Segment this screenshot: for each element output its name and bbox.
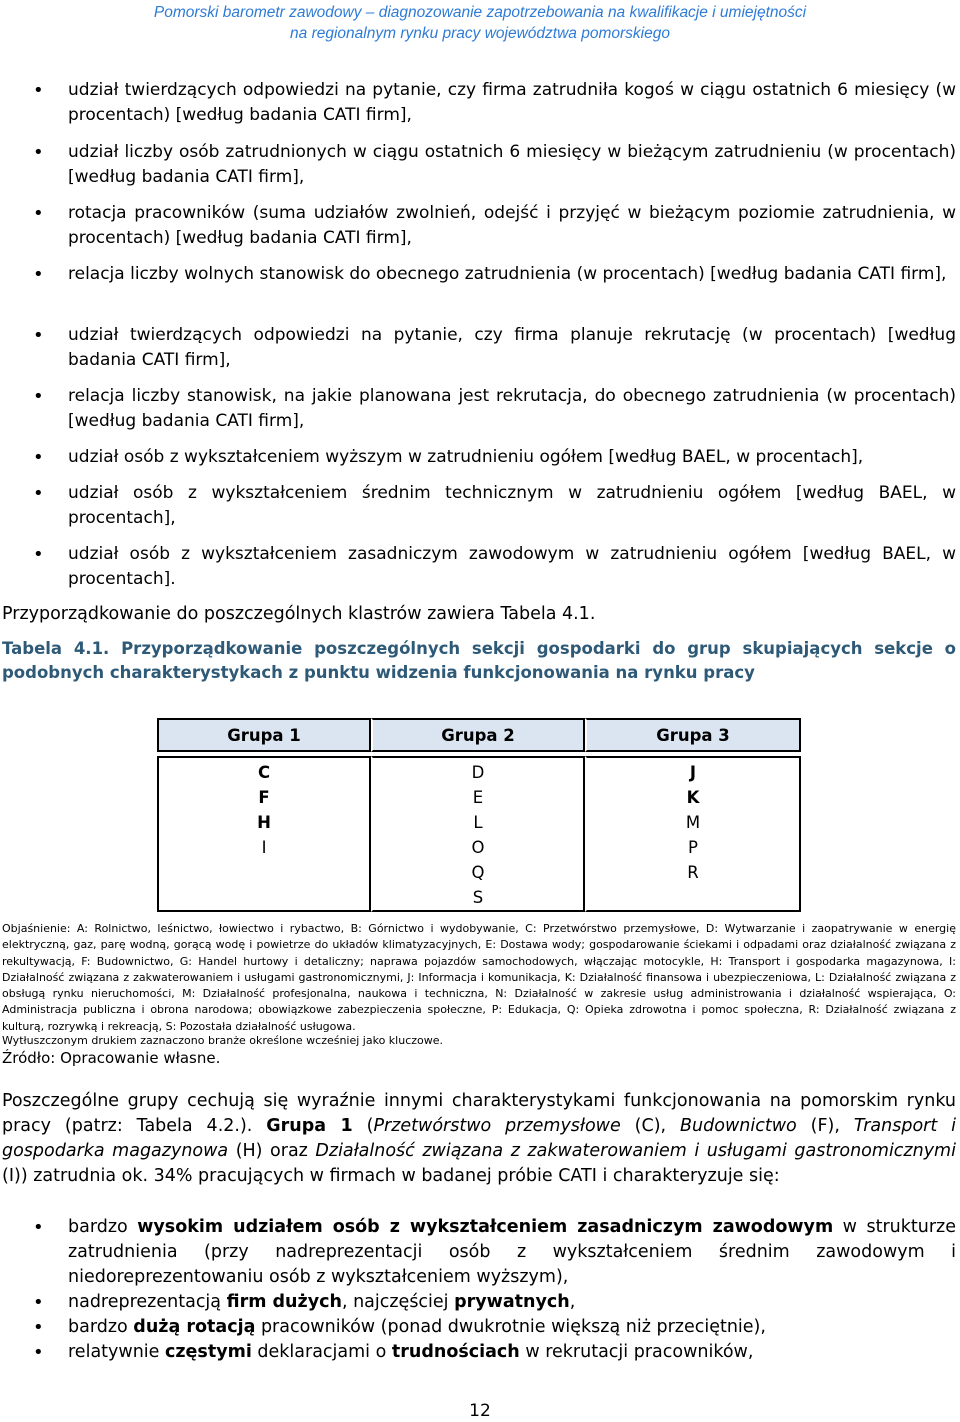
header-line-2: na regionalnym rynku pracy województwa pomorskiego	[290, 25, 670, 42]
text-run: (F),	[796, 1116, 854, 1136]
text-run: (I)) zatrudnia ok. 34% pracujących w firmach w badanej próbie CATI i charakteryzuje się:	[2, 1166, 780, 1186]
column-header-group-1: Grupa 1	[157, 718, 371, 752]
header-line-1: Pomorski barometr zawodowy – diagnozowanie zapotrzebowania na kwalifikacje i umiejętności	[153, 4, 807, 21]
text-run-bold: firm dużych	[226, 1292, 342, 1312]
list-item: • udział twierdzących odpowiedzi na pytanie, czy firma zatrudniła kogoś w ciągu ostatnich 6 miesięcy (w procentach) [według badania CATI firm],	[68, 78, 956, 128]
section-code: D	[471, 763, 485, 782]
text-run: (	[352, 1116, 374, 1136]
text-run-bold: dużą rotacją	[133, 1317, 256, 1337]
text-run: relatywnie	[68, 1342, 165, 1362]
section-code: K	[686, 788, 700, 807]
text-run: nadreprezentacją	[68, 1292, 227, 1312]
text-run: (H) oraz	[228, 1141, 316, 1161]
text-run: Poszczególne grupy cechują się wyraźnie innymi charakterystykami funkcjonowania na pomorskim rynku pracy (patrz: Tabela 4.2.).	[2, 1091, 956, 1136]
text-run: (C),	[620, 1116, 681, 1136]
section-code: P	[688, 838, 698, 857]
text-run-italic: Budownictwo	[680, 1116, 797, 1136]
list-item	[68, 1290, 956, 1315]
text-run: ,	[569, 1292, 576, 1312]
text-run: bardzo	[68, 1317, 134, 1337]
section-code: S	[472, 888, 484, 907]
text-run: , najczęściej	[341, 1292, 455, 1312]
list-item: • udział liczby osób zatrudnionych w ciągu ostatnich 6 miesięcy w bieżącym zatrudnieniu (w procentach) [według badania CATI firm],	[68, 140, 956, 190]
text-run: deklaracjami o	[251, 1342, 392, 1362]
text-run-italic: Przetwórstwo przemysłowe	[373, 1116, 621, 1136]
list-item	[68, 1315, 956, 1340]
group-3-cell	[585, 756, 801, 912]
table-explanation: Objaśnienie: A: Rolnictwo, leśnictwo, łowiectwo i rybactwo, B: Górnictwo i wydobywanie, C: Przetwórstwo przemysłowe, D: Wytwarzanie i zaopatrywanie w energię elektryczną, gaz, parę wodną, gorącą wodę i powietrze do układów klimatyzacyjnych, E: Dostawa wody; gospodarowanie ściekami i odpadami oraz działalność związana z rekultywacją, F: Budownictwo, G: Handel hurtowy i detaliczny; naprawa pojazdów samochodowych, włączając motocykle, H: Transport i gospodarka magazynowa, I: Działalność związana z zakwaterowaniem i usługami gastronomicznymi, J: Informacja i komunikacja, K: Działalność finansowa i ubezpieczeniowa, L: Działalność związana z obsługą rynku nieruchomości, M: Działalność profesjonalna, naukowa i techniczna, N: Działalność w zakresie usług administrowania i działalność wspierająca, O: Administracja publiczna i obrona narodowa; obowiązkowe zabezpieczenia społeczne, P: Edukacja, Q: Opieka zdrowotna i pomoc społeczna, R: Działalność związana z kulturą, rozrywką i rekreacją, S: Pozostała działalność usługowa.	[2, 922, 956, 1033]
section-code: E	[472, 788, 484, 807]
column-header-group-3: Grupa 3	[585, 718, 801, 752]
page-number: 12	[469, 1401, 491, 1421]
section-code: J	[689, 763, 697, 782]
group-table	[157, 718, 801, 912]
text-run-italic: Transport i gospodarka magazynowa	[2, 1116, 956, 1161]
page-header	[0, 2, 960, 44]
text-run: pracowników (ponad dwukrotnie większą niż przeciętnie),	[255, 1317, 766, 1337]
intro-text: Przyporządkowanie do poszczególnych klastrów zawiera Tabela 4.1.	[2, 604, 596, 624]
list-item	[68, 1340, 956, 1365]
list-item: • relacja liczby stanowisk, na jakie planowana jest rekrutacja, do obecnego zatrudnienia (w procentach) [według badania CATI firm],	[68, 384, 956, 434]
bold-note: Wytłuszczonym drukiem zaznaczono branże określone wcześniej jako kluczowe.	[2, 1034, 444, 1047]
section-code: L	[473, 813, 483, 832]
group-1-cell	[157, 756, 371, 912]
section-code: O	[471, 838, 485, 857]
text-run-bold: prywatnych	[454, 1292, 570, 1312]
section-code: R	[687, 863, 699, 882]
list-item: • udział osób z wykształceniem średnim technicznym w zatrudnieniu ogółem [według BAEL, w procentach],	[68, 481, 956, 531]
section-code: I	[261, 838, 267, 857]
section-code: M	[685, 813, 701, 832]
text-run-bold: trudnościach	[391, 1342, 520, 1362]
text-run-bold: wysokim udziałem osób z wykształceniem zasadniczym zawodowym	[137, 1217, 834, 1237]
text-run: bardzo	[68, 1217, 138, 1237]
list-item: • udział osób z wykształceniem wyższym w zatrudnieniu ogółem [według BAEL, w procentach],	[68, 445, 956, 470]
text-run-bold: Grupa 1	[266, 1116, 353, 1136]
list-item: • relacja liczby wolnych stanowisk do obecnego zatrudnienia (w procentach) [według badania CATI firm],	[68, 262, 956, 287]
source-note: Źródło: Opracowanie własne.	[2, 1049, 221, 1067]
list-item: • udział twierdzących odpowiedzi na pytanie, czy firma planuje rekrutację (w procentach) [według badania CATI firm],	[68, 323, 956, 373]
text-run-italic: Działalność związana z zakwaterowaniem i usługami gastronomicznymi	[315, 1141, 956, 1161]
list-item: • rotacja pracowników (suma udziałów zwolnień, odejść i przyjęć w bieżącym poziomie zatrudnienia, w procentach) [według badania CATI firm],	[68, 201, 956, 251]
table-caption: Tabela 4.1. Przyporządkowanie poszczególnych sekcji gospodarki do grup skupiających sekcje o podobnych charakterystykach z punktu widzenia funkcjonowania na rynku pracy	[2, 639, 956, 682]
section-code: Q	[471, 863, 485, 882]
text-run-bold: częstymi	[164, 1342, 252, 1362]
text-run: w strukturze zatrudnienia (przy nadreprezentacji osób z wykształceniem średnim zawodowym i niedoreprezentowaniu osób z wykształceniem wyższym),	[68, 1217, 956, 1287]
list-item	[68, 1215, 956, 1290]
list-item: • udział osób z wykształceniem zasadniczym zawodowym w zatrudnieniu ogółem [według BAEL, w procentach].	[68, 542, 956, 592]
group-2-cell	[371, 756, 585, 912]
body-paragraph	[2, 1089, 956, 1189]
section-code: F	[258, 788, 270, 807]
column-header-group-2: Grupa 2	[371, 718, 585, 752]
section-code: C	[257, 763, 271, 782]
section-code: H	[257, 813, 271, 832]
text-run: w rekrutacji pracowników,	[519, 1342, 754, 1362]
